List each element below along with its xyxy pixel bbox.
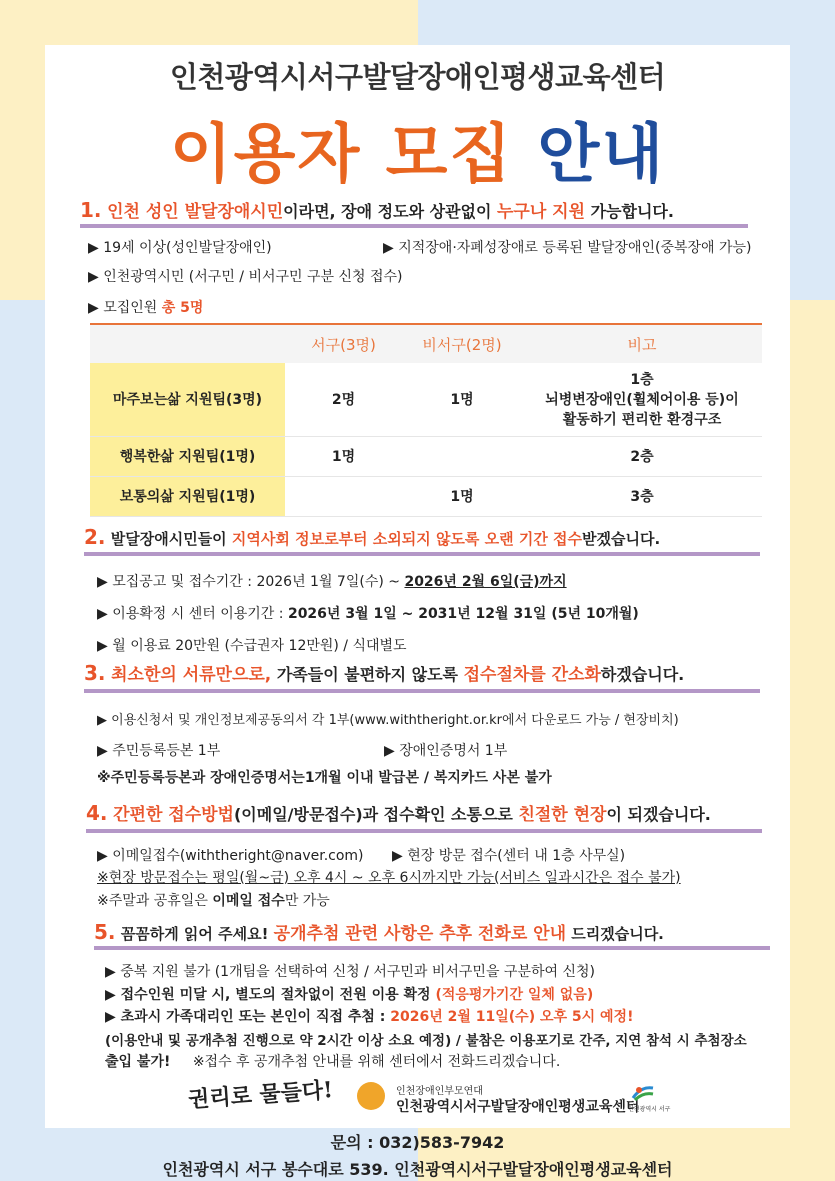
slogan-logo: 권리로 물들다! — [187, 1076, 334, 1114]
heading-highlight: 지역사회 정보로부터 소외되지 않도록 오랜 기간 접수 — [231, 530, 583, 548]
seogu-logo-icon — [631, 1084, 655, 1102]
section-number: 1. — [80, 198, 102, 222]
bullet — [88, 297, 203, 317]
heading-text: (이메일/방문접수)과 접수확인 소통으로 — [233, 805, 519, 824]
address-info: 인천광역시 서구 봉수대로 539. 인천광역시서구발달장애인평생교육센터 — [162, 1160, 673, 1179]
bullet — [105, 1006, 633, 1026]
section-underline — [84, 552, 760, 556]
bullet-highlight: 총 5명 — [161, 300, 204, 316]
bullet: ▶ 장애인증명서 1부 — [384, 743, 508, 759]
heading-highlight: 최소한의 서류만으로, — [111, 665, 272, 685]
team-cell: 마주보는삶 지원팀(3명) — [90, 363, 285, 436]
bullet — [97, 603, 639, 623]
heading-text: 가능합니다. — [585, 202, 674, 221]
bullet: ▶ 지적장애·자폐성장애로 등록된 발달장애인(중복장애 가능) — [383, 240, 752, 256]
bullet: ▶ 중복 지원 불가 (1개팀을 선택하여 신청 / 서구민과 비서구민을 구분하여 신청) — [105, 964, 595, 980]
section-3-heading — [84, 660, 684, 685]
section-number: 2. — [84, 525, 106, 549]
bullet: ▶ 현장 방문 접수(센터 내 1층 사무실) — [392, 848, 626, 864]
section-2-heading — [84, 525, 660, 549]
table-cell: 2명 — [285, 363, 402, 436]
bullet — [105, 984, 593, 1004]
note-line: 1층 — [630, 372, 654, 389]
org-title: 인천광역시서구발달장애인평생교육센터 — [169, 60, 666, 94]
heading-text: 드리겠습니다. — [566, 925, 664, 943]
section-number: 5. — [94, 920, 116, 944]
section-4-heading — [86, 800, 711, 825]
note-emphasis: 이메일 접수 — [212, 893, 285, 909]
title-part1: 이용자 모집 — [169, 118, 514, 192]
page-title — [0, 103, 835, 195]
heading-highlight: 누구나 지원 — [497, 202, 586, 222]
table-cell: 1명 — [402, 363, 522, 436]
section-number: 3. — [84, 661, 106, 685]
heading-highlight: 간편한 접수방법 — [113, 805, 234, 825]
heading-text: 이라면, 장애 정도와 상관없이 — [283, 202, 497, 221]
bullet-text: ※접수 후 공개추첨 안내를 위해 센터에서 전화드리겠습니다. — [192, 1054, 561, 1070]
seogu-small-label: 인천광역시 서구 — [628, 1106, 671, 1113]
note-line: 뇌병변장애인(휠체어이용 등)이 — [545, 392, 739, 409]
heading-highlight: 공개추첨 관련 사항은 추후 전화로 안내 — [273, 924, 567, 944]
table-cell — [285, 476, 402, 516]
heading-text: 하겠습니다. — [600, 665, 685, 684]
bullet-emphasis: 2026년 2월 6일(금)까지 — [404, 574, 567, 590]
section-5-heading — [94, 919, 664, 944]
table-header: 서구(3명) — [285, 324, 402, 363]
note-cell: 3층 — [522, 476, 762, 516]
bullet-text: ▶ 이용확정 시 센터 이용기간 : — [97, 606, 288, 622]
bullet: ▶ 이메일접수(withtheright@naver.com) — [97, 848, 364, 864]
bullet: ▶ 인천광역시민 (서구민 / 비서구민 구분 신청 접수) — [88, 269, 403, 285]
section-underline — [80, 224, 748, 228]
table-row — [90, 436, 762, 476]
bullet — [105, 1051, 560, 1071]
note-cell: 2층 — [522, 436, 762, 476]
heading-highlight: 접수절차를 간소화 — [463, 665, 601, 685]
table-cell: 1명 — [285, 436, 402, 476]
table-row — [90, 476, 762, 516]
table-header — [90, 324, 285, 363]
bullet-text: ▶ 초과시 가족대리인 또는 본인이 직접 추첨 : — [105, 1009, 391, 1025]
table-header: 비고 — [522, 324, 762, 363]
heading-text: 이 되겠습니다. — [606, 805, 711, 824]
recruit-table — [90, 323, 762, 517]
section-underline — [94, 946, 770, 950]
section-1-heading — [80, 197, 674, 222]
section-underline — [86, 829, 762, 833]
contact-info: 문의 : 032)583-7942 — [330, 1133, 505, 1152]
heading-highlight: 인천 성인 발달장애시민 — [107, 202, 284, 222]
heading-text: 가족들이 불편하지 않도록 — [271, 665, 464, 684]
note: ※현장 방문접수는 평일(월~금) 오후 4시 ~ 오후 6시까지만 가능(서비스 일과시간은 접수 불가) — [97, 870, 681, 886]
heading-text: 받겠습니다. — [582, 530, 661, 548]
table-header: 비서구(2명) — [402, 324, 522, 363]
team-cell: 행복한삶 지원팀(1명) — [90, 436, 285, 476]
table-cell: 1명 — [402, 476, 522, 516]
heading-text: 꼼꼼하게 읽어 주세요! — [120, 925, 274, 943]
bullet: ▶ 주민등록등본 1부 — [97, 743, 221, 759]
note-text: 만 가능 — [284, 893, 330, 909]
bullet-emphasis: 2026년 3월 1일 ~ 2031년 12월 31일 (5년 10개월) — [287, 606, 639, 622]
heading-highlight: 친절한 현장 — [518, 805, 607, 825]
bullet-text: ▶ 접수인원 미달 시, 별도의 절차없이 전원 이용 확정 — [105, 987, 436, 1003]
note — [97, 890, 330, 910]
bullet: ▶ 월 이용료 20만원 (수급권자 12만원) / 식대별도 — [97, 638, 407, 654]
table-cell — [402, 436, 522, 476]
section-underline — [84, 689, 760, 693]
org-logo-icon — [357, 1082, 385, 1110]
bullet-text: ▶ 모집인원 — [88, 300, 162, 316]
note: ※주민등록등본과 장애인증명서는1개월 이내 발급본 / 복지카드 사본 불가 — [97, 770, 552, 786]
bullet — [97, 571, 567, 591]
note-text: ※주말과 공휴일은 — [97, 893, 213, 909]
bullet-highlight: 2026년 2월 11일(수) 오후 5시 예정! — [390, 1009, 634, 1025]
note-line: 활동하기 편리한 환경구조 — [562, 412, 722, 429]
bullet: ▶ 이용신청서 및 개인정보제공동의서 각 1부(www.withtheright.or.kr에서 다운로드 가능 / 현장비치) — [97, 713, 679, 728]
bullet-highlight: (적응평가기간 일체 없음) — [435, 987, 594, 1003]
heading-text: 발달장애시민들이 — [110, 530, 232, 548]
bullet: (이용안내 및 공개추첨 진행으로 약 2시간 이상 소요 예정) / 불참은 이용포기로 간주, 지연 참석 시 추첨장소 — [105, 1033, 747, 1049]
bullet-emphasis: 출입 불가! — [105, 1054, 171, 1070]
team-cell: 보통의삶 지원팀(1명) — [90, 476, 285, 516]
table-header-row — [90, 324, 762, 363]
note-cell — [522, 363, 762, 436]
title-part2: 안내 — [537, 118, 666, 192]
bullet: ▶ 19세 이상(성인발달장애인) — [88, 240, 272, 256]
section-number: 4. — [86, 801, 108, 825]
bullet-text: ▶ 모집공고 및 접수기간 : 2026년 1월 7일(수) ~ — [97, 574, 405, 590]
table-row — [90, 363, 762, 436]
org-small-label: 인천장애인부모연대 — [396, 1086, 483, 1097]
org-main-label: 인천광역시서구발달장애인평생교육센터 — [396, 1099, 640, 1115]
